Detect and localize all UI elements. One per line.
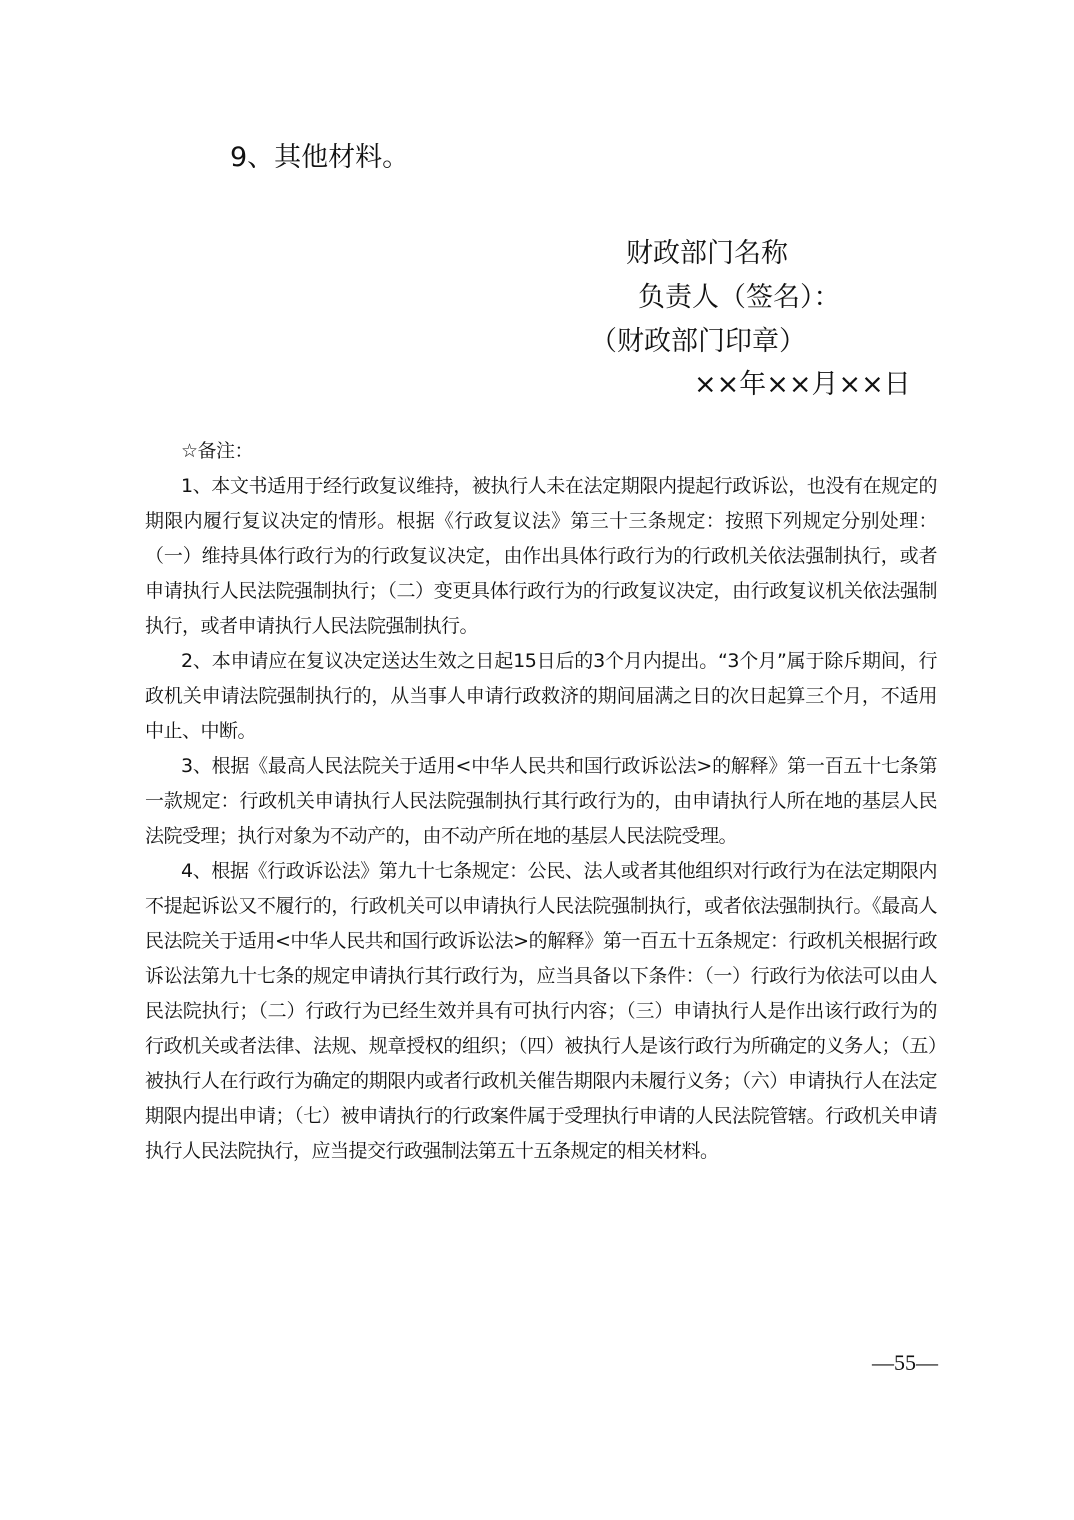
item-heading: 9、其他材料。 [230,142,410,173]
note-paragraph-2: 2、本申请应在复议决定送达生效之日起15日后的3个月内提出。“3个月”属于除斥期间，行政机关申请法院强制执行的，从当事人申请行政救济的期间届满之日的次日起算三个月，不适用中止、中断。 [145,650,937,742]
signature-seal-label: （财政部门印章） [590,326,806,357]
note-paragraph-4: 4、根据《行政诉讼法》第九十七条规定：公民、法人或者其他组织对行政行为在法定期限内不提起诉讼又不履行的，行政机关可以申请执行人民法院强制执行，或者依法强制执行。《最高人民法院关于适用<中华人民共和国行政诉讼法>的解释》第一百五十五条规定：行政机关根据行政诉讼法第九十七条的规定申请执行其行政行为，应当具备以下条件：（一）行政行为依法可以由人民法院执行；（二）行政行为已经生效并具有可执行内容；（三）申请执行人是作出该行政行为的行政机关或者法律、法规、规章授权的组织；（四）被执行人是该行政行为所确定的义务人；（五）被执行人在行政行为确定的期限内或者行政机关催告期限内未履行义务；（六）申请执行人在法定期限内提出申请；（七）被申请执行的行政案件属于受理执行申请的人民法院管辖。行政机关申请执行人民法院执行，应当提交行政强制法第五十五条规定的相关材料。 [145,860,937,1162]
signature-person-label: 负责人（签名）： [638,282,841,313]
note-paragraph-1: 1、本文书适用于经行政复议维持，被执行人未在法定期限内提起行政诉讼，也没有在规定的期限内履行复议决定的情形。根据《行政复议法》第三十三条规定：按照下列规定分别处理：（一）维持具体行政行为的行政复议决定，由作出具体行政行为的行政机关依法强制执行，或者申请执行人民法院强制执行；（二）变更具体行政行为的行政复议决定，由行政复议机关依法强制执行，或者申请执行人民法院强制执行。 [145,475,937,637]
page-number: —55— [872,1350,938,1375]
notes-section [145,434,937,1169]
signature-date: ××年××月××日 [694,369,911,400]
signature-org-name: 财政部门名称 [626,238,788,269]
note-paragraph-3: 3、根据《最高人民法院关于适用<中华人民共和国行政诉讼法>的解释》第一百五十七条第一款规定：行政机关申请执行人民法院强制执行其行政行为的，由申请执行人所在地的基层人民法院受理；执行对象为不动产的，由不动产所在地的基层人民法院受理。 [145,755,937,847]
notes-title: ☆备注： [181,440,254,462]
